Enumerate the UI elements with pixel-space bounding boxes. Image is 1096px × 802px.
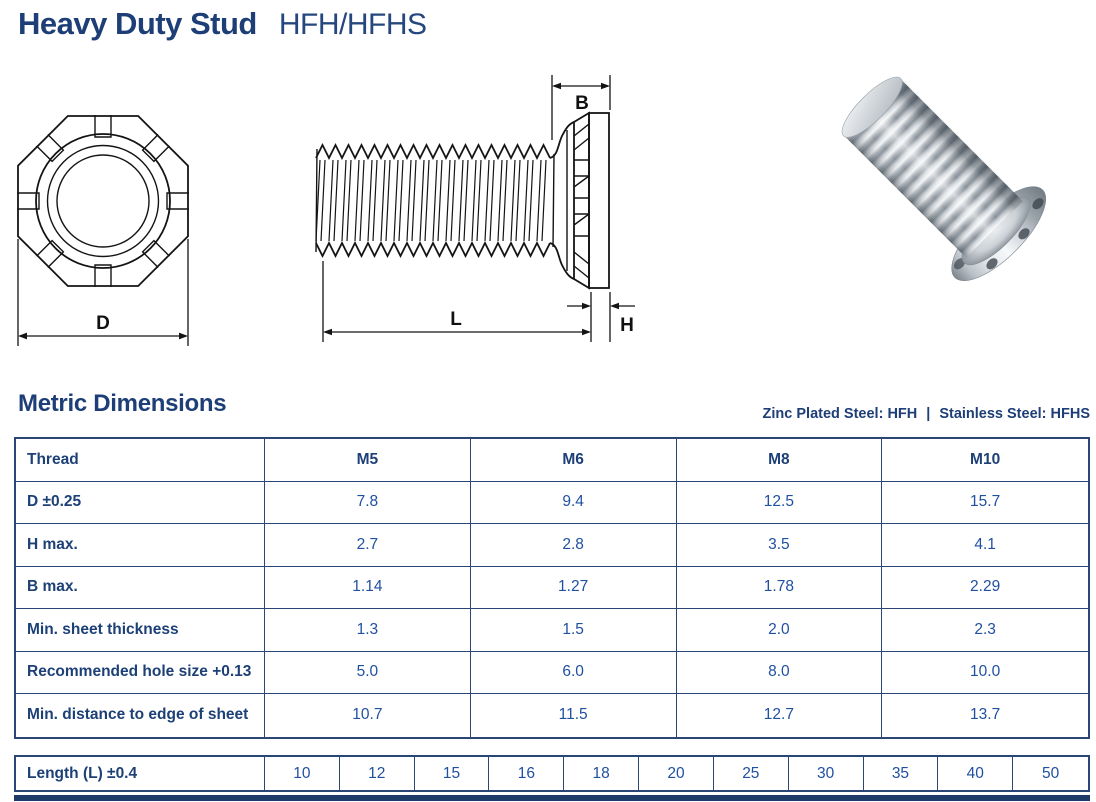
metric-dimensions-table: [14, 437, 1090, 739]
table-cell: 1.14: [265, 567, 471, 610]
product-photo: [795, 60, 1095, 325]
table-cell: 1.78: [677, 567, 883, 610]
column-header: M10: [882, 439, 1088, 482]
table-cell: 3.5: [677, 524, 883, 567]
table-cell: 15.7: [882, 482, 1088, 525]
column-header: Thread: [16, 439, 265, 482]
table-cell: 10.7: [265, 694, 471, 737]
row-label: Min. sheet thickness: [16, 609, 265, 652]
table-cell: 25: [714, 757, 789, 790]
column-header: M6: [471, 439, 677, 482]
table-cell: 20: [639, 757, 714, 790]
table-cell: 15: [415, 757, 490, 790]
material-zinc: Zinc Plated Steel: HFH: [762, 406, 918, 422]
dimension-label-d: D: [96, 313, 110, 334]
table-cell: 8.0: [677, 652, 883, 695]
next-section-divider: [14, 795, 1090, 801]
table-cell: 2.29: [882, 567, 1088, 610]
table-cell: 10: [265, 757, 340, 790]
row-label: D ±0.25: [16, 482, 265, 525]
table-cell: 2.3: [882, 609, 1088, 652]
table-cell: 12.7: [677, 694, 883, 737]
table-cell: 30: [789, 757, 864, 790]
row-label: B max.: [16, 567, 265, 610]
material-stainless: Stainless Steel: HFHS: [939, 406, 1090, 422]
row-label: H max.: [16, 524, 265, 567]
table-cell: 16: [489, 757, 564, 790]
table-cell: 4.1: [882, 524, 1088, 567]
table-cell: 9.4: [471, 482, 677, 525]
table-cell: 12: [340, 757, 415, 790]
table-cell: 11.5: [471, 694, 677, 737]
table-cell: 6.0: [471, 652, 677, 695]
table-cell: 2.0: [677, 609, 883, 652]
table-cell: 50: [1041, 764, 1060, 782]
table-cell: 7.8: [265, 482, 471, 525]
table-cell: 18: [564, 757, 639, 790]
section-heading: Metric Dimensions: [18, 390, 227, 417]
column-header: M8: [677, 439, 883, 482]
table-cell: 2.8: [471, 524, 677, 567]
table-cell: 13.7: [970, 706, 1001, 724]
table-cell: 5.0: [265, 652, 471, 695]
front-view-drawing: [2, 84, 212, 362]
materials-note: [763, 406, 1090, 422]
table-cell: 1.5: [471, 609, 677, 652]
table-cell: 10.0: [882, 652, 1088, 695]
column-header: M5: [265, 439, 471, 482]
side-view-drawing: [296, 72, 656, 364]
table-cell: 12.5: [677, 482, 883, 525]
dimension-label-b: B: [575, 93, 589, 114]
row-label: Length (L) ±0.4: [16, 757, 265, 790]
part-number: HFH/HFHS: [278, 8, 427, 41]
dimension-label-l: L: [450, 309, 462, 330]
row-label: Min. distance to edge of sheet: [16, 694, 265, 737]
table-cell: 40: [938, 757, 1013, 790]
material-separator: |: [926, 406, 931, 422]
length-table: [14, 755, 1090, 792]
dimension-label-h: H: [620, 315, 634, 336]
table-cell: 2.7: [265, 524, 471, 567]
page-header: [18, 6, 427, 42]
table-cell: 1.3: [265, 609, 471, 652]
row-label: Recommended hole size +0.13: [16, 652, 265, 695]
page-title: Heavy Duty Stud: [18, 6, 257, 41]
table-cell: 1.27: [471, 567, 677, 610]
table-cell: 35: [864, 757, 939, 790]
